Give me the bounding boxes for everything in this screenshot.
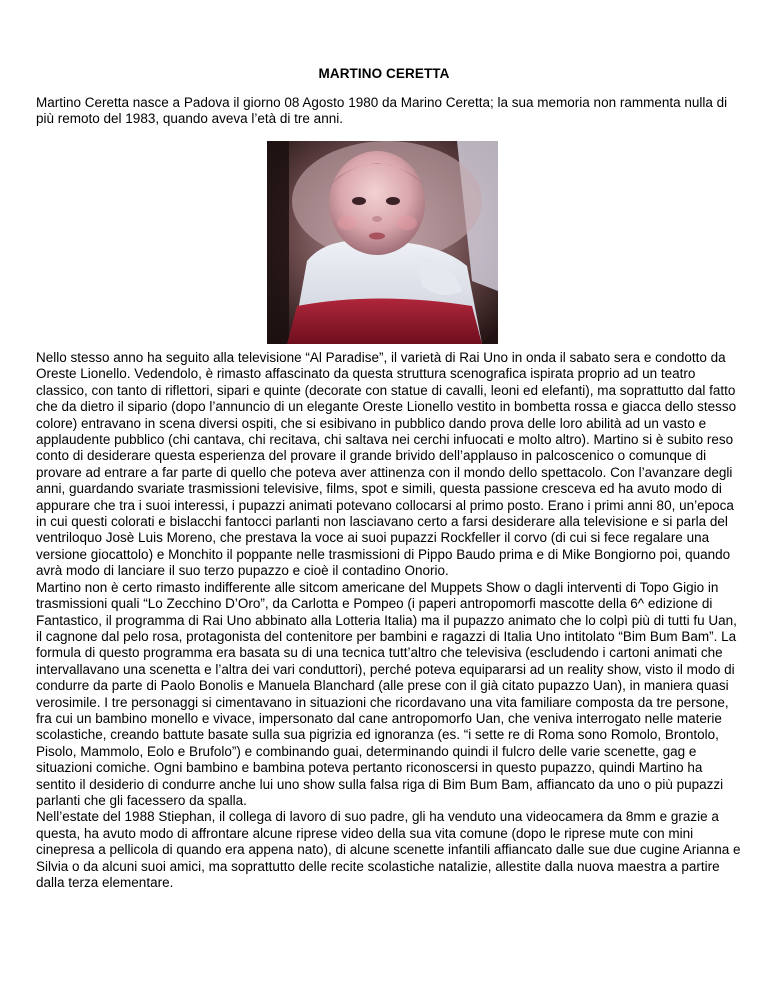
body-text <box>36 350 741 891</box>
body-paragraph-2: Martino non è certo rimasto indifferente alle sitcom americane del Muppets Show o dagli interventi di Topo Gigio in trasmissioni quali “Lo Zecchino D’Oro”, da Carlotta e Pompeo (i paperi antropomorfi mascotte della 6^ edizione di Fantastico, il programma di Rai Uno abbinato alla Lotteria Italia) ma il pupazzo animato che lo colpì più di tutti fu Uan, il cagnone dal pelo rosa, protagonista del contenitore per bambini e ragazzi di Italia Uno intitolato “Bim Bum Bam”. La formula di questo programma era basata su di una tecnica tutt’altro che televisiva (escludendo i cartoni animati che intervallavano una scenetta e l’altra dei vari conduttori), perché poteva equipararsi ad un reality show, visto il modo di condurre da parte di Paolo Bonolis e Manuela Blanchard (alle prese con il già citato pupazzo Uan), in maniera quasi verosimile. I tre personaggi si cimentavano in situazioni che ricordavano una vita familiare composta da tre persone, fra cui un bambino monello e vivace, impersonato dal cane antropomorfo Uan, che veniva interrogato nelle materie scolastiche, creando battute basate sulla sua pigrizia ed ignoranza (es. “i sette re di Roma sono Romolo, Brontolo, Pisolo, Mammolo, Eolo e Brufolo”) e combinando guai, determinando quindi il fulcro delle varie scenette, gag e situazioni comiche. Ogni bambino e bambina poteva pertanto riconoscersi in questo pupazzo, quindi Martino ha sentito il desiderio di condurre anche lui uno show sulla falsa riga di Bim Bum Bam, affiancato da uno o più pupazzi parlanti che gli facessero da spalla. <box>36 579 737 808</box>
baby-photo <box>267 141 498 344</box>
body-paragraph-3: Nell’estate del 1988 Stiephan, il collega di lavoro di suo padre, gli ha venduto una videocamera da 8mm e grazie a questa, ha avuto modo di affrontare alcune riprese video della sua vita comune (dopo le riprese mute con mini cinepresa a pellicola di quando era appena nato), di alcune scenette infantili affiancato dalle sue due cugine Arianna e Silvia o da alcuni suoi amici, ma soprattutto delle recite scolastiche natalizie, allestite dalla nuova maestra a partire dalla terza elementare. <box>36 809 741 890</box>
body-paragraph-1: Nello stesso anno ha seguito alla televisione “Al Paradise”, il varietà di Rai Uno in onda il sabato sera e condotto da Oreste Lionello. Vedendolo, è rimasto affascinato da questa struttura scenografica ispirata proprio ad un teatro classico, con tanto di riflettori, sipari e quinte (decorate con statue di cavalli, leoni ed elefanti), ma soprattutto dal fatto che da dietro il sipario (dopo l’annuncio di un elegante Oreste Lionello vestito in bombetta rossa e giacca dello stesso colore) entravano in scena diversi ospiti, che si esibivano in pubblico dando prova delle loro abilità ad un vasto e applaudente pubblico (chi cantava, chi recitava, chi saltava nei cerchi infuocati e molto altro). Martino si è subito reso conto di desiderare questa esperienza del provare il grande brivido dell’applauso in palcoscenico o comunque di provare ad entrare a far parte di quello che poteva aver attinenza con il mondo dello spettacolo. Con l’avanzare degli anni, guardando svariate trasmissioni televisive, films, spot e simili, questa passione cresceva ed ha avuto modo di appurare che tra i suoi interessi, i pupazzi animati potevano collocarsi al primo posto. Erano i primi anni 80, un’epoca in cui questi colorati e bislacchi fantocci parlanti non lasciavano certo a farsi desiderare alla televisione e si parla del ventriloquo Josè Luis Moreno, che prestava la voce ai suoi pupazzi Rockfeller il corvo (di cui si fece regalare una versione giocattolo) e Monchito il poppante nelle trasmissioni di Pippo Baudo prima e di Mike Bongiorno poi, quando avrà modo di lanciare il suo terzo pupazzo e cioè il contadino Onorio. <box>36 350 737 579</box>
baby-photo-image <box>267 141 498 344</box>
page-title: MARTINO CERETTA <box>318 66 450 81</box>
intro-paragraph: Martino Ceretta nasce a Padova il giorno 08 Agosto 1980 da Marino Ceretta; la sua memoria non rammenta nulla di più remoto del 1983, quando aveva l’età di tre anni. <box>36 95 728 127</box>
